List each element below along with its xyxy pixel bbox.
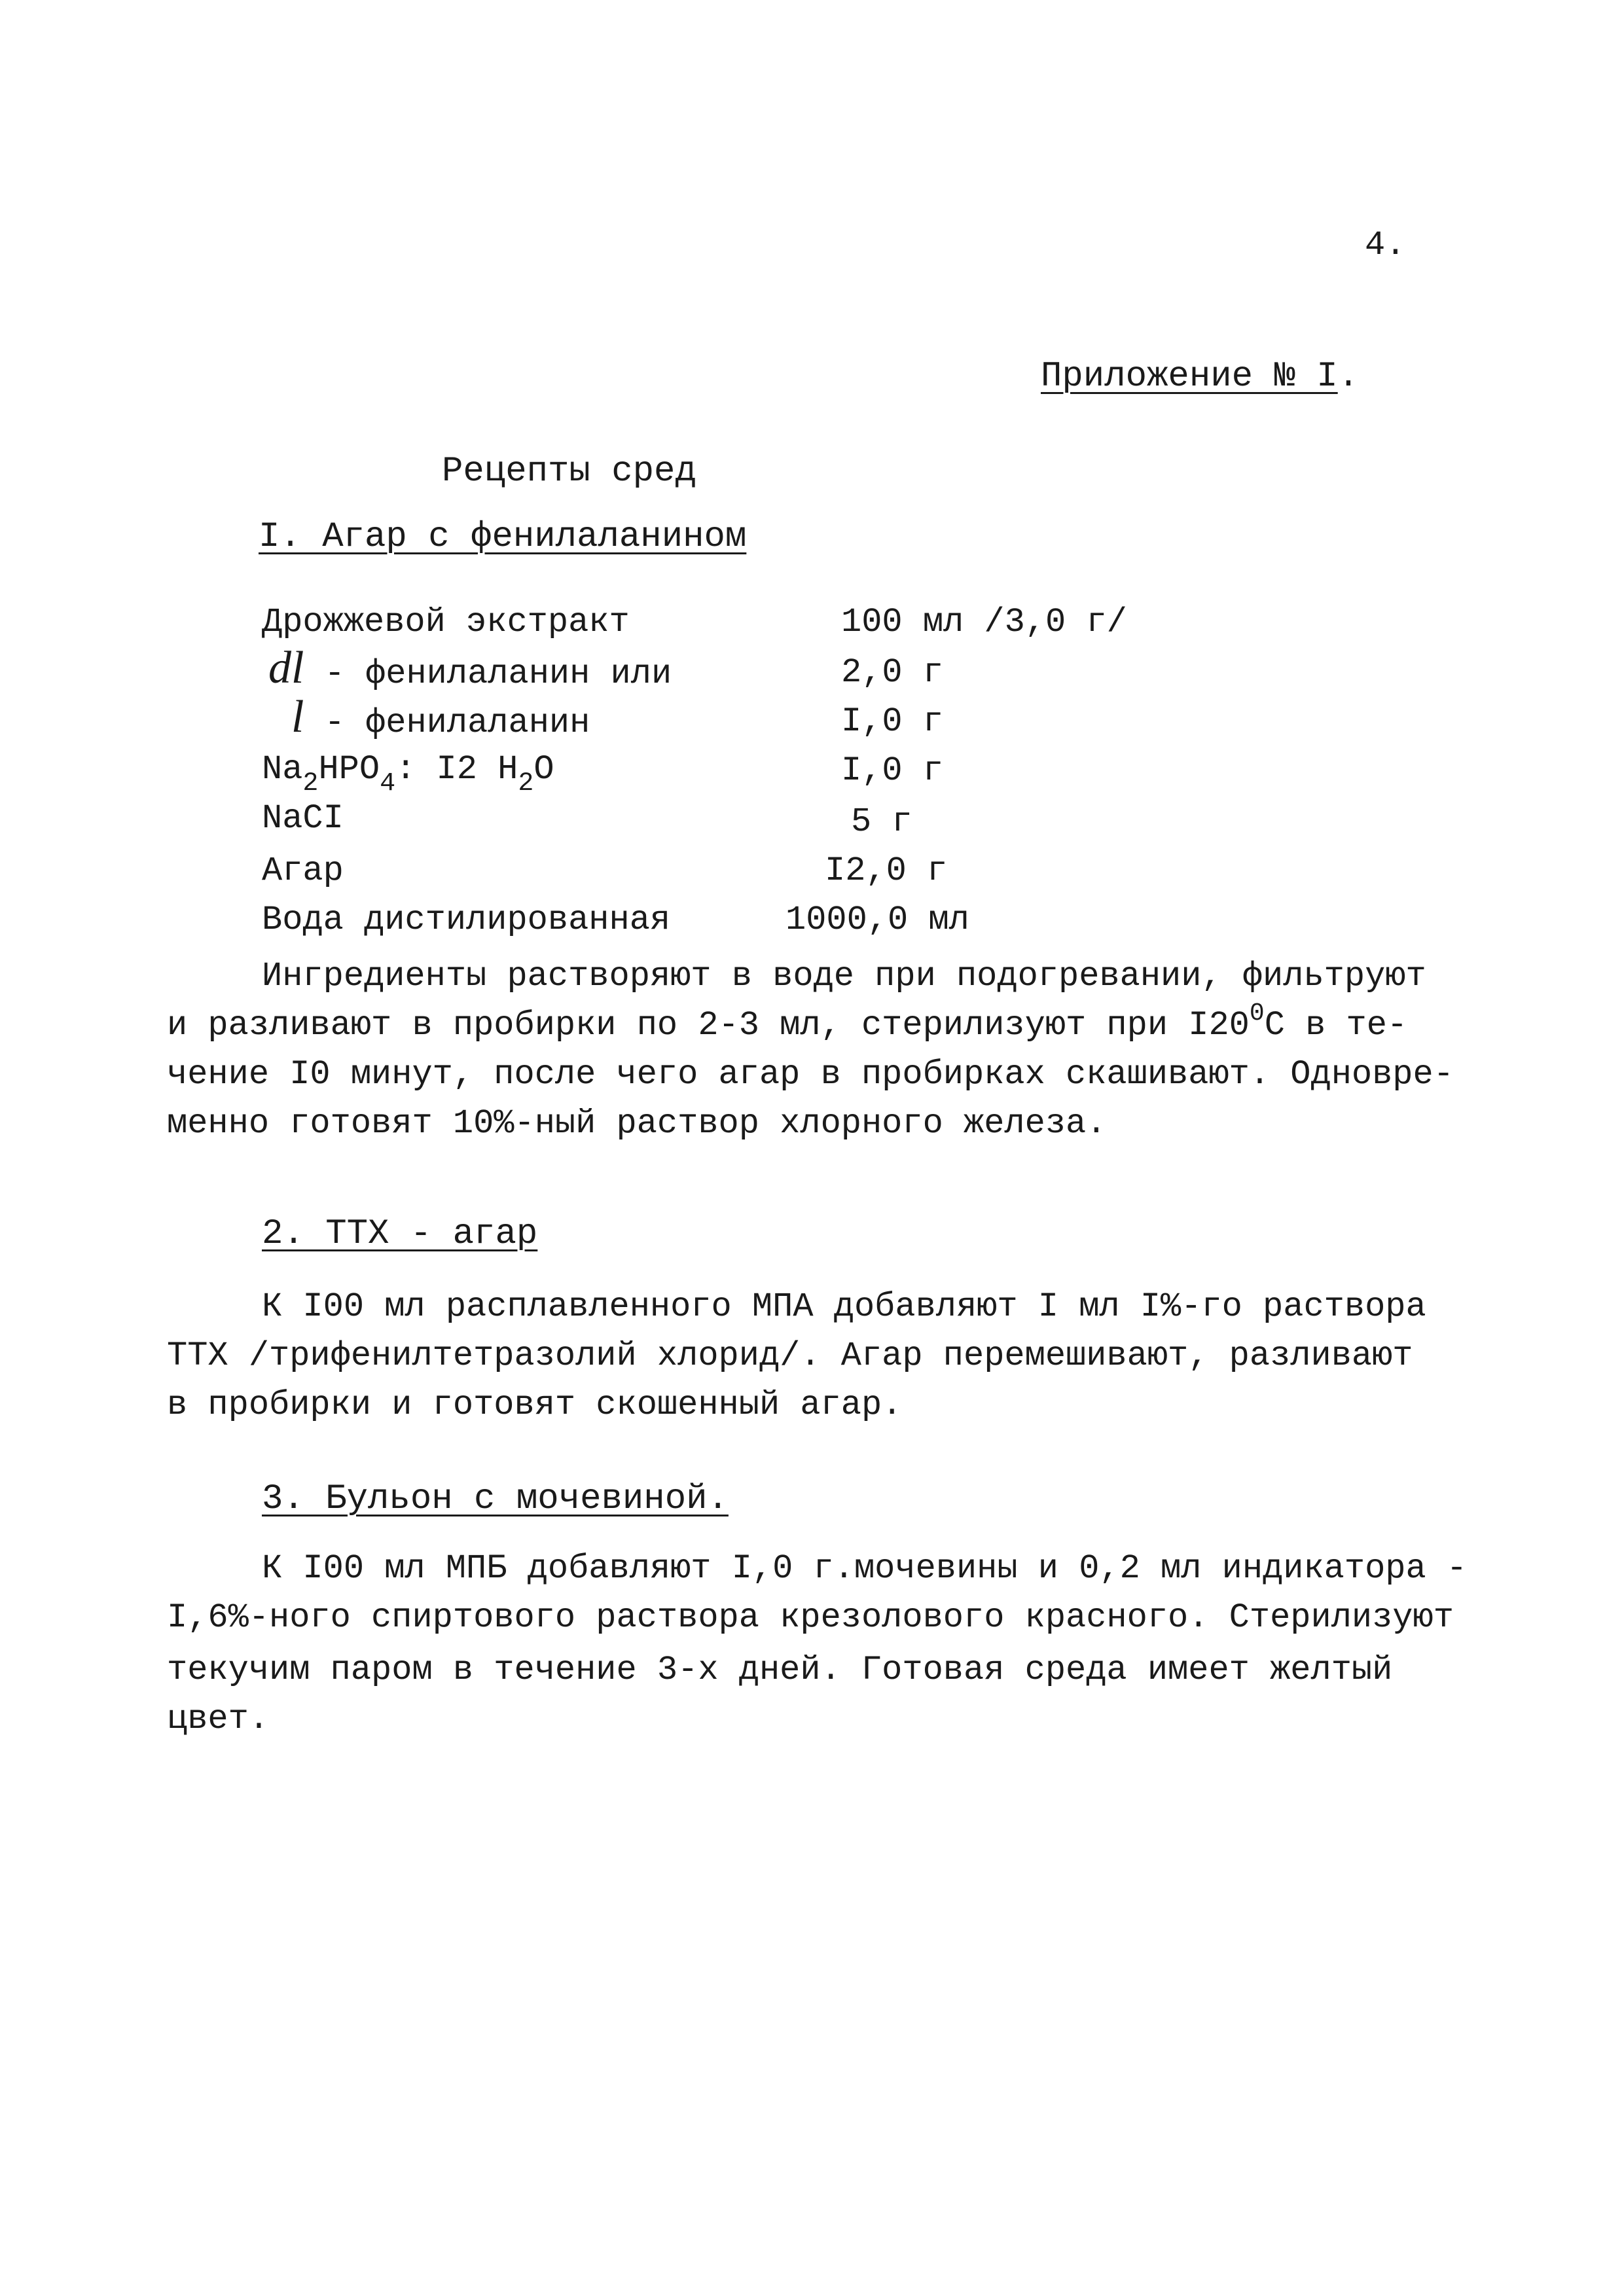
- paragraph-line: Ингредиенты растворяют в воде при подогревании, фильтруют: [262, 957, 1426, 996]
- ingredient-qty: I,0 г: [841, 702, 944, 741]
- formula-part: O: [533, 750, 554, 789]
- formula-subscript: 2: [302, 769, 319, 798]
- ingredient-qty: I2,0 г: [825, 852, 948, 890]
- paragraph-line: К I00 мл МПБ добавляют I,0 г.мочевины и 0,2 мл индикатора -: [262, 1549, 1468, 1588]
- ingredient-name: [291, 692, 590, 742]
- paragraph-line: ТТХ /трифенилтетразолий хлорид/. Агар перемешивают, разливают: [167, 1336, 1413, 1375]
- section-3-title: 3. Бульон с мочевиной.: [262, 1479, 729, 1519]
- ingredient-qty: 5 г: [851, 802, 912, 841]
- ingredient-qty: 2,0 г: [841, 653, 944, 692]
- section-2-title: 2. ТТХ - агар: [262, 1214, 538, 1254]
- paragraph-line: [167, 1001, 1407, 1052]
- ingredient-prefix: dl: [268, 643, 304, 693]
- formula-part: : I2 H: [395, 750, 518, 789]
- ingredient-prefix: l: [291, 692, 304, 742]
- formula-part: Na: [262, 750, 303, 789]
- paragraph-text: С в те-: [1264, 1006, 1408, 1045]
- ingredient-name: NaCI: [262, 799, 344, 838]
- appendix-trail: .: [1337, 357, 1360, 397]
- ingredient-name: [262, 750, 554, 798]
- section-1-title: I. Агар с фенилаланином: [259, 517, 747, 557]
- appendix-label: Приложение № I: [1041, 357, 1338, 397]
- ingredient-qty: 1000,0 мл: [785, 901, 969, 939]
- paragraph-line: в пробирки и готовят скошенный агар.: [167, 1386, 903, 1424]
- ingredient-name: Дрожжевой экстракт: [262, 603, 630, 641]
- paragraph-line: цвет.: [167, 1700, 270, 1738]
- ingredient-name: Агар: [262, 852, 344, 890]
- paragraph-text: и разливают в пробирки по 2-3 мл, стерилизуют при I20: [167, 1006, 1250, 1045]
- paragraph-line: текучим паром в течение 3-х дней. Готовая среда имеет желтый: [167, 1651, 1393, 1689]
- ingredient-name: [268, 643, 672, 693]
- paragraph-line: чение I0 минут, после чего агар в пробирках скашивают. Одновре-: [167, 1055, 1454, 1094]
- paragraph-line: I,6%-ного спиртового раствора крезолового красного. Стерилизуют: [167, 1598, 1454, 1637]
- degree-superscript: 0: [1249, 999, 1265, 1028]
- formula-subscript: 4: [380, 769, 396, 798]
- formula-subscript: 2: [518, 769, 534, 798]
- ingredient-qty: 100 мл /3,0 г/: [841, 603, 1127, 641]
- ingredient-name: Вода дистилированная: [262, 901, 671, 939]
- ingredient-qty: I,0 г: [841, 751, 944, 790]
- ingredient-name-text: - фенилаланин: [304, 704, 590, 742]
- appendix-heading: [1041, 357, 1359, 397]
- formula-part: HPO: [318, 750, 380, 789]
- page-number: 4.: [1365, 226, 1406, 264]
- paragraph-line: менно готовят 10%-ный раствор хлорного железа.: [167, 1104, 1107, 1143]
- recipes-title: Рецепты сред: [442, 452, 696, 492]
- ingredient-name-text: - фенилаланин или: [304, 655, 672, 693]
- paragraph-line: К I00 мл расплавленного МПА добавляют I мл I%-го раствора: [262, 1287, 1426, 1326]
